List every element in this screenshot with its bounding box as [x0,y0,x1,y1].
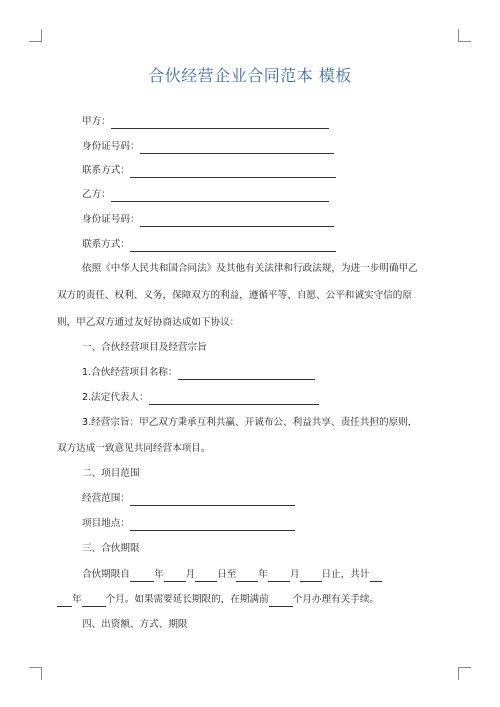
document-title: 合伙经营企业合同范本 模板 [148,66,352,85]
total-years-blank-b[interactable] [57,595,72,607]
purpose-line-2: 双方达成一致意见共同经营本项目。 [57,443,211,454]
end-year-label: 年 [258,569,268,580]
scope-label: 经营范围： [82,493,130,504]
day-to-label: 日至 [217,569,237,580]
party-b-id-blank[interactable] [140,215,334,227]
project-name-field [82,366,315,380]
end-month-label: 月 [289,569,300,580]
party-a-contact-field [82,164,336,178]
crop-mark-bottom-left [29,667,42,680]
start-day-blank[interactable] [195,570,217,582]
party-a-label: 甲方： [82,116,111,127]
party-b-contact-label: 联系方式： [82,239,130,250]
start-year-blank[interactable] [130,570,154,582]
start-month-blank[interactable] [164,570,186,582]
party-b-label: 乙方： [82,189,111,200]
crop-mark-bottom-right [458,667,471,680]
party-a-field [82,115,329,129]
party-b-id-field [82,213,334,227]
party-b-blank[interactable] [111,190,329,202]
party-b-field [82,188,329,202]
party-b-contact-field [82,238,336,252]
crop-mark-top-right [458,29,471,42]
party-a-id-blank[interactable] [140,142,334,154]
party-b-contact-blank[interactable] [130,240,336,252]
end-month-blank[interactable] [268,570,290,582]
location-blank[interactable] [130,519,295,531]
term-line-1 [82,568,382,582]
location-label: 项目地点： [82,518,130,529]
section-3-heading: 三、合伙期限 [82,543,140,554]
end-day-blank[interactable] [300,570,322,582]
party-a-contact-label: 联系方式： [82,165,130,176]
scope-blank[interactable] [130,494,295,506]
project-name-label: 1.合伙经营项目名称： [82,367,178,378]
extension-months-blank[interactable] [269,595,293,607]
legal-rep-blank[interactable] [149,393,319,405]
year-label: 年 [153,569,164,580]
purpose-line-1: 3.经营宗旨：甲乙双方秉承互利共赢、开诚布公、利益共享、责任共担的原则， [82,417,418,428]
party-b-id-label: 身份证号码： [82,214,140,225]
party-a-id-label: 身份证号码： [82,141,140,152]
party-a-contact-blank[interactable] [130,166,336,178]
legal-rep-label: 2.法定代表人： [82,392,149,403]
term-start-label: 合伙期限自 [82,569,130,580]
end-year-blank[interactable] [236,570,258,582]
section-1-heading: 一、合伙经营项目及经营宗旨 [82,342,207,353]
party-a-blank[interactable] [111,117,329,129]
legal-rep-field [82,391,319,405]
scope-field [82,492,295,506]
term-line-2 [57,593,379,607]
crop-mark-top-left [29,29,42,42]
intro-line-1: 依照《中华人民共和国合同法》及其他有关法律和行政法规，为进一步明确甲乙 [82,263,418,274]
month-label: 月 [185,569,196,580]
day-end-label: 日止，共计 [321,569,370,580]
total-year-label: 年 [72,594,82,605]
extension-end-text: 个月办理有关手续。 [292,594,380,605]
party-a-id-field [82,140,334,154]
section-4-heading: 四、出资额、方式、期限 [82,619,188,630]
total-years-blank-a[interactable] [370,570,382,582]
project-name-blank[interactable] [178,368,315,380]
location-field [82,517,295,531]
extension-text: 个月。如果需要延长期限的，在期满前 [105,594,269,605]
section-2-heading: 二、项目范围 [82,468,140,479]
intro-line-3: 则，甲乙双方通过友好协商达成如下协议： [57,317,240,328]
intro-line-2: 双方的责任、权利、义务，保障双方的利益，遵循平等、自愿、公平和诚实守信的原 [57,290,412,301]
total-months-blank[interactable] [82,595,106,607]
